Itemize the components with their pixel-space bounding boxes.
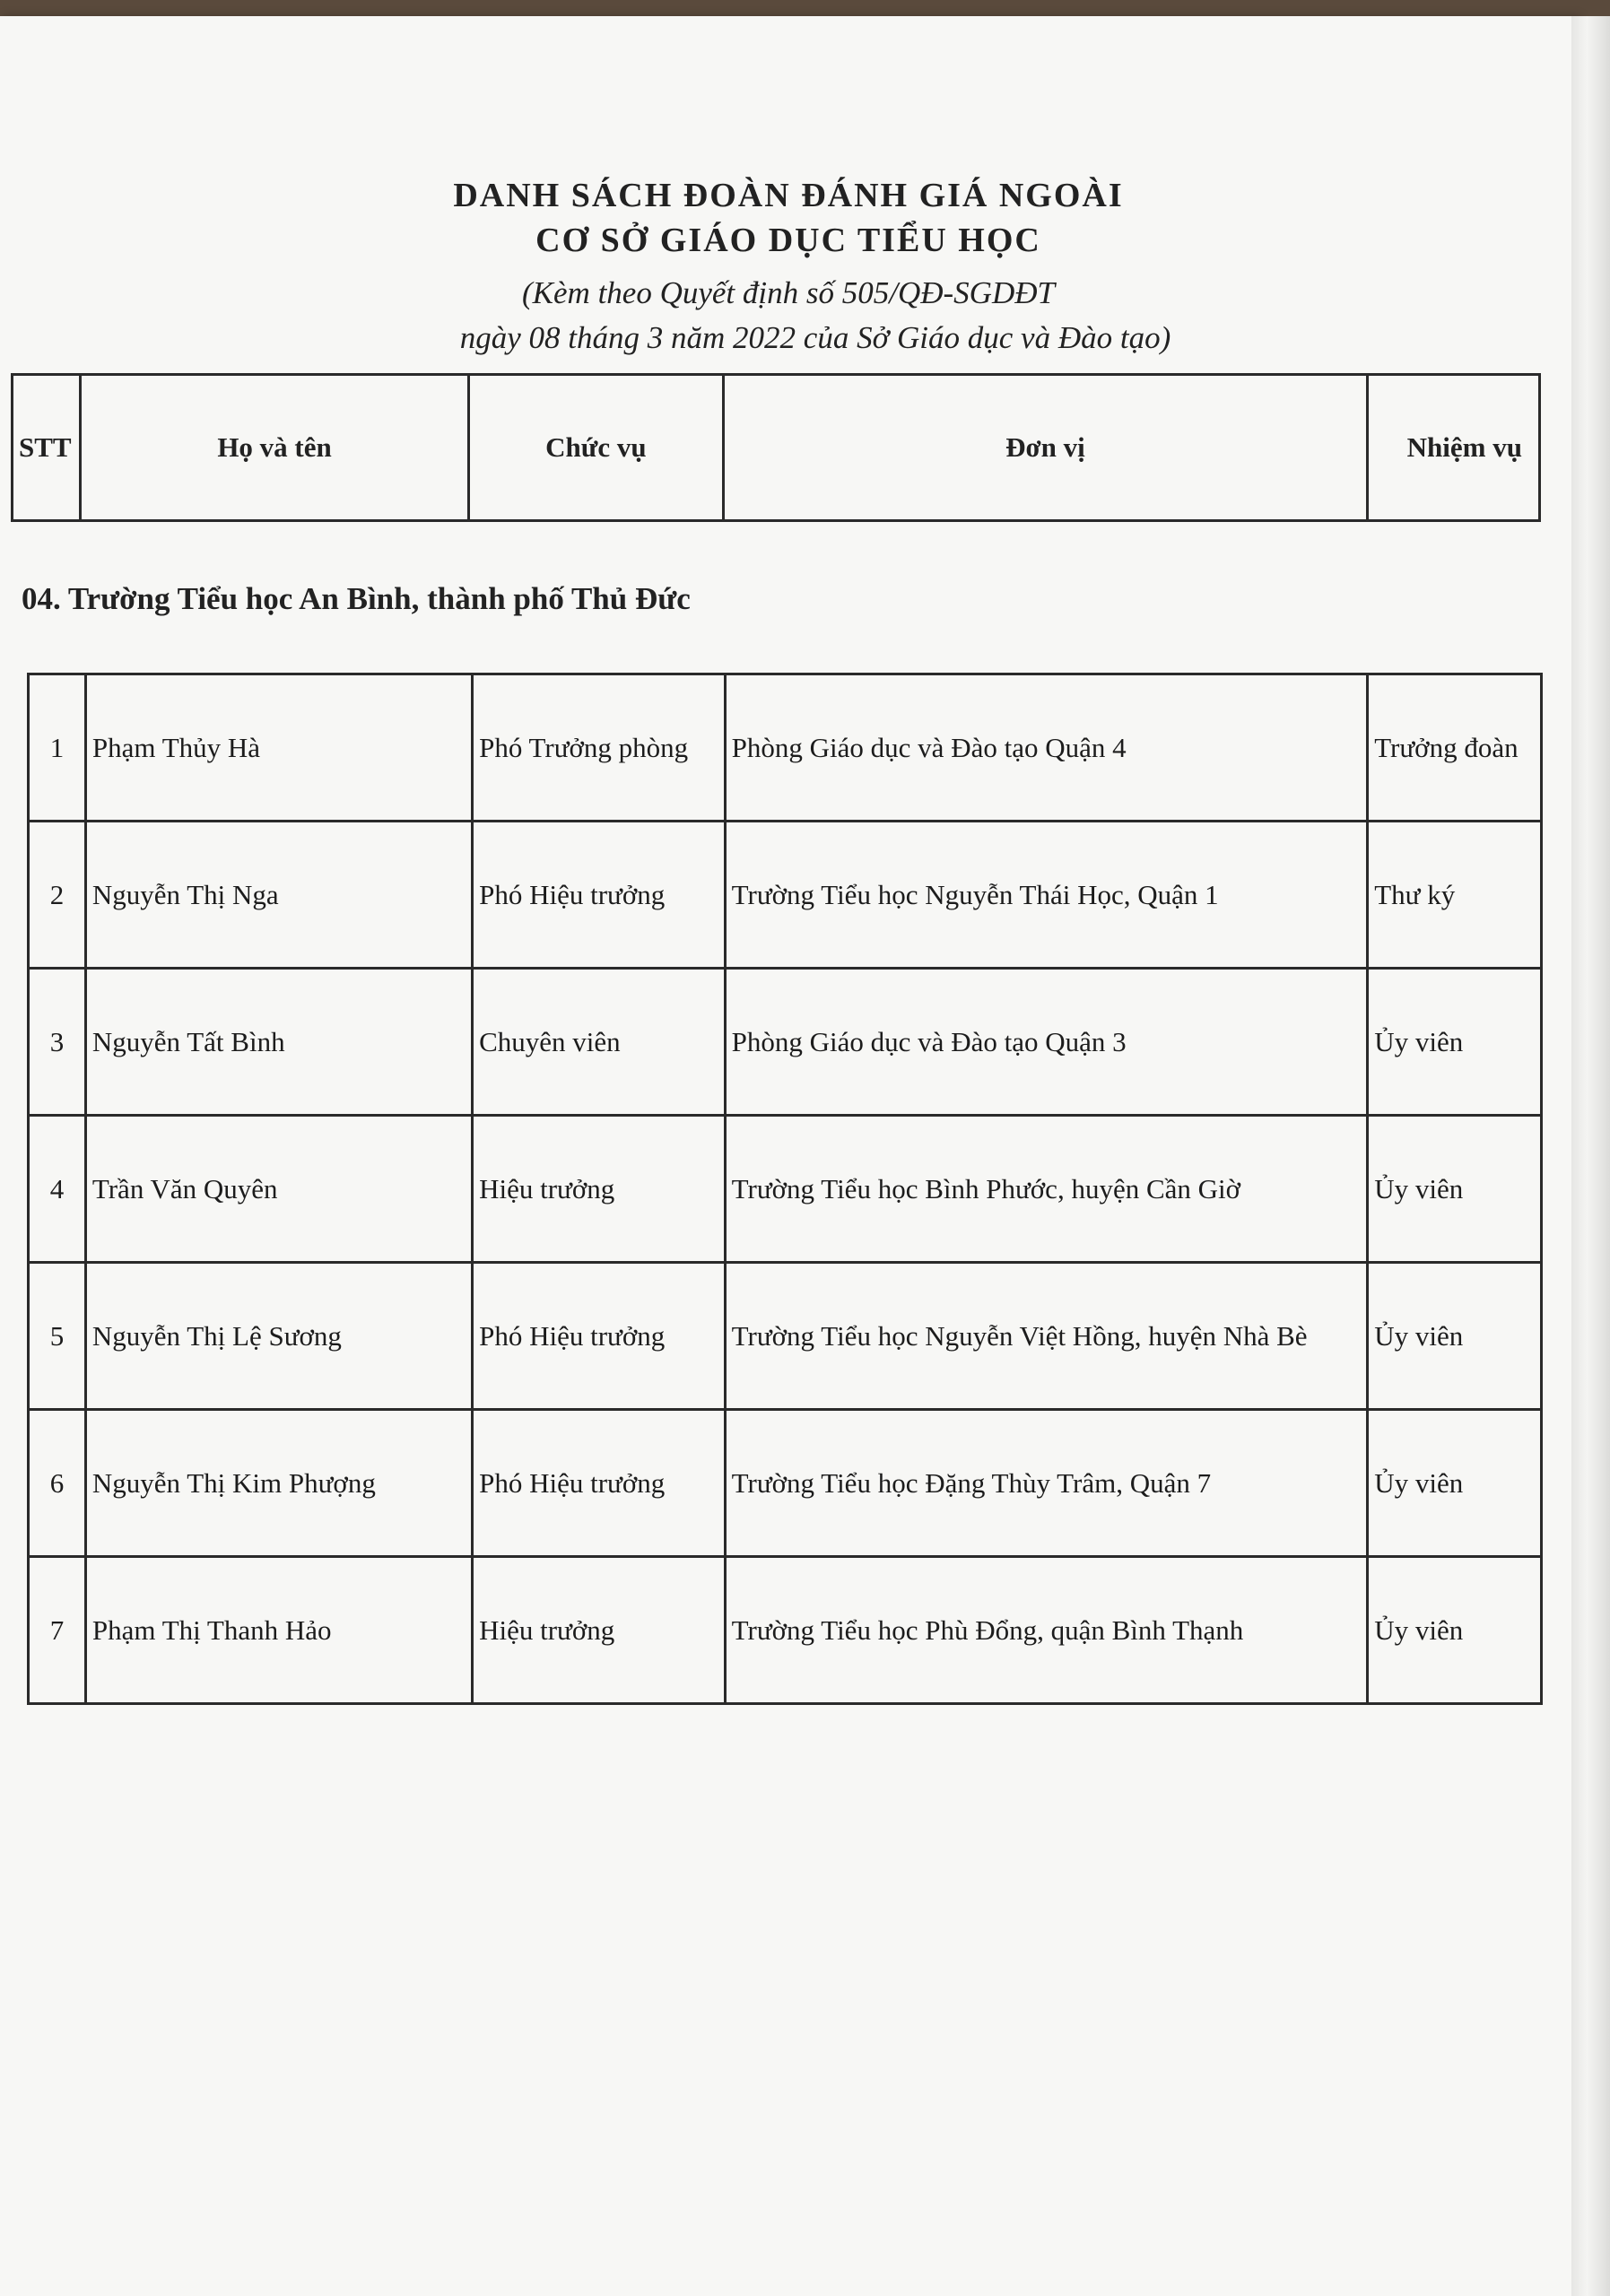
- cell-position: Phó Hiệu trưởng: [473, 822, 726, 969]
- cell-unit: Phòng Giáo dục và Đào tạo Quận 3: [725, 969, 1368, 1116]
- member-table: [27, 673, 1543, 1705]
- cell-name: Phạm Thủy Hà: [85, 674, 472, 822]
- document-subtitle: CƠ SỞ GIÁO DỤC TIỂU HỌC: [535, 222, 1041, 259]
- cell-unit: Trường Tiểu học Nguyễn Việt Hồng, huyện Nhà Bè: [725, 1263, 1368, 1410]
- cell-role: Ủy viên: [1368, 1263, 1542, 1410]
- cell-position: Chuyên viên: [473, 969, 726, 1116]
- table-row: [29, 1410, 1542, 1557]
- cell-unit: Phòng Giáo dục và Đào tạo Quận 4: [725, 674, 1368, 822]
- cell-role: Ủy viên: [1368, 1116, 1542, 1263]
- cell-stt: 7: [29, 1557, 86, 1704]
- table-row: [29, 1557, 1542, 1704]
- table-row: [29, 1116, 1542, 1263]
- cell-unit: Trường Tiểu học Bình Phước, huyện Cần Giờ: [725, 1116, 1368, 1263]
- cell-stt: 4: [29, 1116, 86, 1263]
- cell-name: Nguyễn Thị Nga: [85, 822, 472, 969]
- cell-position: Phó Hiệu trưởng: [473, 1263, 726, 1410]
- column-header-stt: STT: [13, 375, 81, 521]
- column-header-role: Nhiệm vụ: [1368, 375, 1540, 521]
- column-header-unit: Đơn vị: [723, 375, 1368, 521]
- document-title: DANH SÁCH ĐOÀN ĐÁNH GIÁ NGOÀI: [453, 177, 1124, 214]
- section-title: 04. Trường Tiểu học An Bình, thành phố Thủ Đức: [22, 581, 691, 616]
- table-row: [29, 969, 1542, 1116]
- table-row: [29, 1263, 1542, 1410]
- cell-role: Ủy viên: [1368, 1557, 1542, 1704]
- cell-unit: Trường Tiểu học Nguyễn Thái Học, Quận 1: [725, 822, 1368, 969]
- cell-role: Ủy viên: [1368, 969, 1542, 1116]
- decision-date: ngày 08 tháng 3 năm 2022 của Sở Giáo dục và Đào tạo): [459, 320, 1171, 355]
- cell-position: Phó Trưởng phòng: [473, 674, 726, 822]
- cell-role: Trưởng đoàn: [1368, 674, 1542, 822]
- cell-stt: 1: [29, 674, 86, 822]
- cell-stt: 6: [29, 1410, 86, 1557]
- cell-position: Phó Hiệu trưởng: [473, 1410, 726, 1557]
- cell-unit: Trường Tiểu học Đặng Thùy Trâm, Quận 7: [725, 1410, 1368, 1557]
- cell-name: Nguyễn Thị Lệ Sương: [85, 1263, 472, 1410]
- cell-role: Thư ký: [1368, 822, 1542, 969]
- cell-position: Hiệu trưởng: [473, 1116, 726, 1263]
- cell-stt: 5: [29, 1263, 86, 1410]
- column-header-table: [11, 373, 1541, 522]
- table-row: [29, 822, 1542, 969]
- table-row: [29, 674, 1542, 822]
- cell-stt: 3: [29, 969, 86, 1116]
- cell-name: Nguyễn Thị Kim Phượng: [85, 1410, 472, 1557]
- decision-reference: (Kèm theo Quyết định số 505/QĐ-SGDĐT: [522, 275, 1055, 310]
- header-row: [13, 375, 1540, 521]
- column-header-position: Chức vụ: [469, 375, 724, 521]
- cell-name: Nguyễn Tất Bình: [85, 969, 472, 1116]
- paper-edge: [1571, 16, 1610, 2296]
- column-header-name: Họ và tên: [80, 375, 468, 521]
- cell-role: Ủy viên: [1368, 1410, 1542, 1557]
- cell-stt: 2: [29, 822, 86, 969]
- cell-position: Hiệu trưởng: [473, 1557, 726, 1704]
- cell-unit: Trường Tiểu học Phù Đổng, quận Bình Thạnh: [725, 1557, 1368, 1704]
- cell-name: Trần Văn Quyên: [85, 1116, 472, 1263]
- cell-name: Phạm Thị Thanh Hảo: [85, 1557, 472, 1704]
